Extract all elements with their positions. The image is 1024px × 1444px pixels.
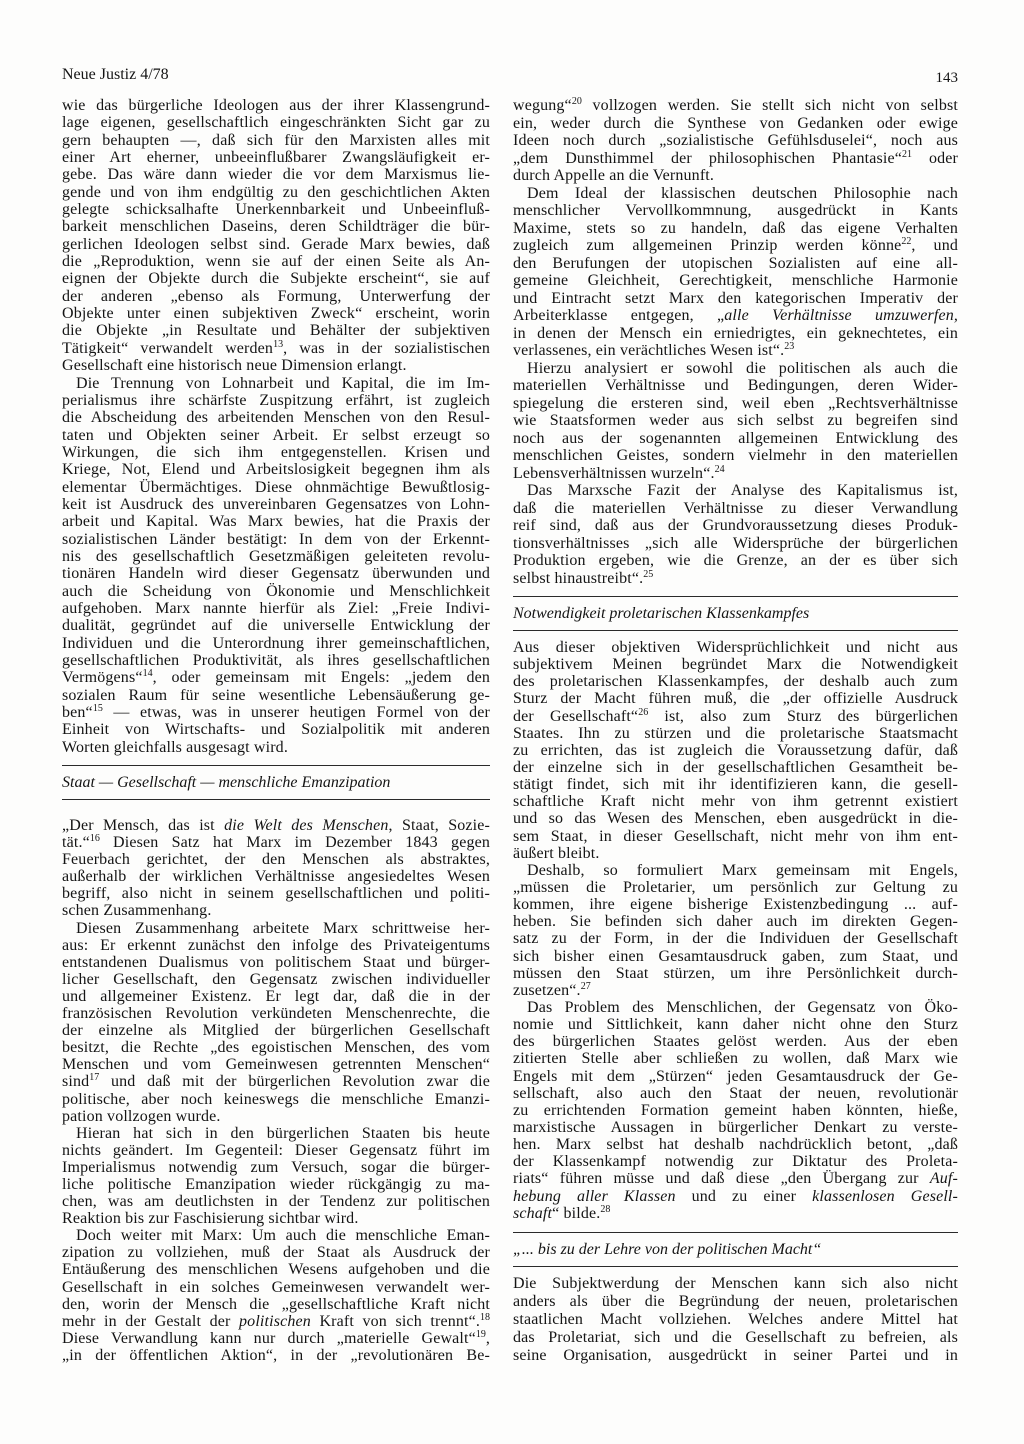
text-line: auch die Scheidung von Ökonomie und Menschlichkeit	[62, 582, 490, 600]
text-line	[513, 570, 958, 588]
text-line: subjektivem Meinen begründet Marx die Notwendigkeit	[513, 656, 958, 674]
text-line: Staates. Ihn zu stürzen und die proletarische Staatsmacht	[513, 724, 958, 742]
text-line: dualität, gegründet auf die universelle Entwicklung der	[62, 617, 490, 635]
text-block	[513, 639, 958, 1222]
text-segment: zugleich zum allgemeinen Prinzip werden könne	[513, 237, 902, 254]
text-line: Worten gleichfalls ausgesagt wird.	[62, 738, 288, 756]
text-line: anders als über die Begründung der neuen, proletarischen	[513, 1292, 958, 1310]
text-line: das Proletariat, sich und die Gesellschaft zu befreien, als	[513, 1328, 958, 1346]
text-line: den Berufungen der utopischen Sozialisten auf eine all-	[513, 254, 958, 272]
text-line: die Abscheidung des arbeitenden Menschen von den Resul-	[62, 409, 490, 427]
text-line	[62, 1330, 490, 1347]
text-line: „müssen die Proletarier, um persönlich zur Geltung zu	[513, 878, 958, 896]
text-line: Gesellschaft in ein solches Gemeinwesen verwandelt wer-	[62, 1278, 490, 1296]
text-line: barkeit menschlichen Daseins, deren Schildträger die bür-	[62, 218, 490, 236]
text-line: den, worin der Mensch die „gesellschaftliche Kraft nicht	[62, 1295, 490, 1313]
text-line: Das Problem des Menschlichen, der Gegensatz von Öko-	[527, 998, 958, 1016]
text-line	[62, 1313, 490, 1330]
text-line: taten und Objekten seiner Arbeit. Er selbst erzeugt so	[62, 426, 490, 444]
text-line: äußert bleibt.	[513, 844, 600, 862]
section-heading-text: „... bis zu der Lehre von der politischen Macht“	[513, 1241, 822, 1258]
text-line: und so das Wesen des Menschen, eben ausgedrückt in die-	[513, 810, 958, 828]
text-line: gesellschaftlichen Produktivität, als ihres gesellschaftlichen	[62, 652, 490, 669]
text-segment: selbst hinaustreibt“.	[513, 569, 644, 587]
text-line: keit ist Ausdruck des unvereinbaren Gegensatzes von Lohn-	[62, 495, 490, 513]
text-line: kommen, ihre eigene bisherige Existenzbedingung ... auf-	[513, 896, 958, 914]
text-line	[62, 340, 490, 357]
text-segment: sind	[62, 1073, 90, 1091]
text-line: Engels mit dem „Stürzen“ jeden Gesamtausdruck der Ge-	[513, 1067, 958, 1085]
text-line: heben. Sie befinden sich daher auch im direkten Gegen-	[513, 913, 958, 931]
text-line: Maxime, stets so zu handeln, daß das eigene Verhalten	[513, 219, 958, 237]
text-line: zitierten Stelle aber schließen zu wollen, daß Marx wie	[513, 1050, 958, 1068]
footnote-ref: 17	[89, 1073, 100, 1084]
section-heading	[513, 596, 958, 631]
text-line: gern behaupten —, daß sich für den Marxisten alles mit	[62, 131, 490, 149]
text-segment: und daß mit der bürgerlichen Revolution zwar die	[99, 1073, 490, 1091]
journal-title: Neue Justiz 4/78	[62, 66, 169, 83]
text-line: lage eigenen, gesellschaftlich eingeschränkten Sicht gar zu	[62, 114, 490, 132]
text-line	[513, 237, 958, 255]
text-segment: “ bilde.	[552, 1204, 601, 1222]
text-line: der einzelne sich in der gesellschaftlichen Gesamtheit be-	[513, 758, 958, 776]
text-segment: ,	[485, 1329, 490, 1347]
text-line: gerlichen Ideologen selbst sind. Gerade Marx bewies, daß	[62, 235, 490, 253]
text-line: Diesen Zusammenhang arbeitete Marx schrittweise her-	[76, 919, 490, 937]
text-line	[62, 834, 490, 851]
text-line: und allgemeiner Existenz. Er legt dar, daß die in der	[62, 987, 490, 1005]
footnote-ref: 23	[784, 342, 795, 352]
text-line: pation vollzogen wurde.	[62, 1107, 221, 1125]
text-line: stätigt findet, sich mit ihr identifizieren kann, die gesell-	[513, 776, 958, 794]
text-segment: Diesen Satz hat Marx im Dezember 1843 gegen	[99, 834, 490, 852]
text-line: Hierzu analysiert er sowohl die politischen als auch die	[527, 359, 958, 377]
text-line: Produktion ergeben, wie die Grenze, an der es über sich	[513, 552, 958, 569]
text-segment: zusetzen“.	[513, 981, 581, 999]
text-line: des bürgerlichen Staates gelöst werden. Aus der eben	[513, 1033, 958, 1051]
section-heading-text: Staat — Gesellschaft — menschliche Emanzipation	[62, 774, 391, 791]
text-segment: — etwas, was in unserer heutigen Formel von der	[102, 704, 490, 722]
text-line: „in der öffentlichen Aktion“, in der „revolutionären Be-	[62, 1346, 490, 1364]
footnote-ref: 14	[142, 669, 153, 680]
emphasized-text: klassenlosen Gesell-	[812, 1187, 958, 1205]
text-line: satz zu der Form, in der die Individuen der Gesellschaft	[513, 930, 958, 948]
footnote-ref: 26	[638, 707, 649, 718]
paragraph	[513, 999, 958, 1222]
text-segment: Tätigkeit“ verwandelt werden	[62, 339, 274, 357]
text-line: Imperialismus notwendig zum Versuch, sogar die bürger-	[62, 1158, 490, 1176]
text-line: Doch weiter mit Marx: Um auch die menschliche Eman-	[76, 1227, 490, 1245]
text-line: französischen Revolution verkündeten Menschenrechte, die	[62, 1005, 490, 1023]
text-line: zu errichtenden Formation gemeint haben könnten, hieße,	[513, 1101, 958, 1119]
text-line: sem Staat, in dieser Gesellschaft, nicht mehr von ihm ent-	[513, 827, 958, 845]
left-column	[62, 0, 490, 1444]
text-segment: verlassenes, ein verächtliches Wesen ist“.	[513, 342, 785, 359]
text-block	[62, 817, 490, 1364]
text-line	[62, 1073, 490, 1090]
text-line: der Klassenkampf notwendig zur Diktatur des Proleta-	[513, 1153, 958, 1171]
text-segment: ist, also zum Sturz des bürgerlichen	[648, 707, 958, 725]
text-block	[513, 97, 958, 587]
paragraph	[513, 360, 958, 483]
text-line: nis des gesellschaftlich Gesetzmäßigen geleiteten revolu-	[62, 547, 490, 565]
text-line: der einzelne als Mitglied der bürgerlichen Gesellschaft	[62, 1022, 490, 1040]
text-line: die „Reproduktion, wenn sie auf der einen Seite als An-	[62, 253, 490, 271]
paragraph	[62, 920, 490, 1125]
text-line: hen. Marx selbst hat deshalb nachdrücklich betont, „daß	[513, 1136, 958, 1154]
text-line: Hieran hat sich in den bürgerlichen Staaten bis heute	[76, 1124, 490, 1142]
text-line: elementar Übermächtiges. Diese ohnmächtige Bewußtlosig-	[62, 478, 490, 496]
text-segment: tät.“	[62, 834, 90, 852]
text-line: aus: Er erkennt zunächst den infolge des Privateigentums	[62, 936, 490, 954]
text-line: daß die materiellen Verhältnisse zu dieser Verwandlung	[513, 499, 958, 517]
footnote-ref: 18	[480, 1312, 490, 1323]
text-line: marxistische Aussagen in bürgerlicher Denkart zu verste-	[513, 1118, 958, 1136]
text-line: zipation zu vollziehen, muß der Staat als Ausdruck der	[62, 1244, 490, 1262]
text-line: besitzt, die Rechte „des egoistischen Menschen, des vom	[62, 1039, 490, 1057]
text-line: wie Staatsformen weder aus sich selbst zu begreifen sind	[513, 412, 958, 429]
text-line	[62, 817, 490, 834]
text-segment: Diese Verwandlung kann nur durch „materielle Gewalt“	[62, 1329, 476, 1347]
text-segment: , was in der sozialistischen	[283, 339, 490, 357]
text-line: Reaktion bis zur Faschisierung sichtbar wird.	[62, 1210, 359, 1228]
text-segment: Lebensverhältnissen wurzeln“.	[513, 464, 715, 482]
text-line: reif sind, daß aus der Grundvoraussetzung dieses Produk-	[513, 517, 958, 534]
text-line	[62, 669, 490, 686]
text-line: menschlichen Geistes, sondern vielmehr in den materiellen	[513, 447, 958, 464]
text-line: gelegte schicksalhafte Unerkennbarkeit und Unbeeinfluß-	[62, 201, 490, 219]
paragraph	[513, 185, 958, 360]
paragraph	[513, 97, 958, 185]
text-line: tionsverhältnisses „sich alle Widersprüche der bürgerlichen	[513, 534, 958, 552]
text-line: liche politische Emanzipation wieder rückgängig zu ma-	[62, 1175, 490, 1193]
text-line	[513, 1188, 958, 1205]
text-line: des proletarischen Klassenkampfes, der deshalb auch zum	[513, 673, 958, 691]
text-segment: riats“ führen müsse und daß diese „den Übergang zur	[513, 1170, 930, 1188]
text-line: gende und von ihm endgültig zu den geschichtlichen Akten	[62, 183, 490, 201]
text-line	[513, 1170, 958, 1187]
text-line: perialismus ihre schärfste Zuspitzung erfährt, ist zugleich	[62, 391, 490, 409]
text-line: eignen der Objekte durch die Subjekte erscheint“, sie auf	[62, 270, 490, 288]
text-line: schen Zusammenhang.	[62, 902, 212, 920]
text-line: Feuerbach gerichtet, der den Menschen als abstraktes,	[62, 851, 490, 869]
paragraph	[513, 482, 958, 587]
text-line: Ideen noch durch „sozialistische Gefühlsduselei“, noch aus	[513, 132, 958, 149]
text-line: ein, weder durch die Synthese von Gedanken oder ewige	[513, 114, 958, 132]
footnote-ref: 28	[600, 1204, 611, 1215]
text-line: Einheit von Wirtschafts- und Sozialpolitik mit anderen	[62, 721, 490, 739]
text-line: wie das bürgerliche Ideologen aus der ihrer Klassengrund-	[62, 97, 490, 114]
text-segment: ben“	[62, 704, 93, 722]
text-line: politische, aber noch keineswegs die menschliche Emanzi-	[62, 1090, 490, 1108]
text-line: materiellen Verhältnisse und Bedingungen, deren Wider-	[513, 377, 958, 394]
text-line	[62, 704, 490, 721]
emphasized-text: hebung aller Klassen	[513, 1187, 676, 1205]
text-line: schaftliche Kraft nicht mehr von ihm getrennt existiert	[513, 793, 958, 811]
text-segment: mehr in der Gestalt der	[62, 1312, 240, 1330]
emphasized-text: schaft	[513, 1204, 553, 1222]
paragraph	[62, 97, 490, 375]
text-segment: Vermögens“	[62, 669, 143, 687]
paragraph	[513, 639, 958, 862]
text-line	[513, 1205, 958, 1222]
text-segment: und zu einer	[675, 1187, 813, 1205]
text-line: noch aus der sogenannten allgemeinen Entwicklung des	[513, 429, 958, 447]
text-line: einer Art eherner, unbeeinflußbarer Zwangsläufigkeit er-	[62, 149, 490, 167]
text-segment: „Der Mensch, das ist	[62, 817, 225, 834]
text-line: sozialistischen Länder bestätigt: In dem von der Erkennt-	[62, 530, 490, 548]
text-line: Menschen und vom Gemeinwesen getrennten Menschen“	[62, 1056, 490, 1074]
text-line: licher Gesellschaft, den Gegensatz zwischen individueller	[62, 970, 490, 988]
text-line: in denen der Mensch ein erniedrigtes, ein geknechtetes, ein	[513, 324, 958, 342]
text-line: sich bisher einen Gesamtausdruck gaben, zum Staat, und	[513, 947, 958, 965]
text-line: aufgehoben. Marx nannte hierfür als Ziel: „Freie Indivi-	[62, 599, 490, 617]
emphasized-text: politischen	[239, 1312, 311, 1330]
text-line: seine Organisation, ausgedrückt in seiner Partei und in	[513, 1346, 958, 1364]
text-line: der anderen „ebenso als Formung, Unterwerfung der	[62, 287, 490, 305]
text-line: tionären Handeln wird dieser Gegensatz überwunden und	[62, 565, 490, 583]
text-line	[513, 97, 958, 115]
text-line: staatlichen Macht vollziehen. Welches andere Mittel hat	[513, 1310, 958, 1328]
paragraph	[513, 1275, 958, 1364]
text-line: Deshalb, so formuliert Marx gemeinsam mit Engels,	[527, 861, 958, 879]
paragraph	[62, 1125, 490, 1228]
text-line	[513, 307, 958, 325]
text-line: sellschaft, also auch den Staat der neuen, revolutionär	[513, 1084, 958, 1102]
paragraph	[62, 817, 490, 920]
text-line: und Eintracht setzt Marx den kategorischen Imperativ der	[513, 289, 958, 307]
text-line: außerhalb der wirklichen Verhältnisse angesiedeltes Wesen	[62, 868, 490, 886]
text-line: menschlicher Vervollkommnung, ausgedrückt in Kants	[513, 202, 958, 219]
text-line: nomie und Sittlichkeit, kann daher nicht ohne den Sturz	[513, 1016, 958, 1034]
text-line: Die Trennung von Lohnarbeit und Kapital, die im Im-	[76, 374, 490, 392]
footnote-ref: 13	[273, 339, 284, 350]
text-line: sozialen Raum für seine wesentliche Lebensäußerung ge-	[62, 686, 490, 704]
right-column	[513, 0, 958, 1444]
text-line: chen, was am deutlichsten in der Tendenz zur politischen	[62, 1193, 490, 1211]
text-line: arbeit und Kapital. Was Marx bewies, hat die Praxis der	[62, 513, 490, 531]
text-line: nichts geändert. Im Gegenteil: Dieser Gegensatz führt im	[62, 1141, 490, 1159]
text-segment: Kraft von sich trennt“.	[310, 1312, 480, 1330]
text-line: Gesellschaft eine historisch neue Dimension erlangt.	[62, 357, 407, 375]
paragraph	[62, 375, 490, 757]
emphasized-text: Auf-	[929, 1170, 958, 1188]
footnote-ref: 24	[714, 464, 725, 475]
text-line: gebe. Das wäre dann wieder die vor dem Marxismus lie-	[62, 166, 490, 184]
text-segment: der Gesellschaft“	[513, 707, 639, 725]
text-line: Wirkungen, die sich ihm entgegenstellen. Krisen und	[62, 443, 490, 461]
text-line: Die Subjektwerdung der Menschen kann sich also nicht	[513, 1275, 958, 1292]
text-line: spiegelung die ersteren sind, weil eben „Rechtsverhältnisse	[513, 394, 958, 412]
text-line: entstandenen Dualismus von politischem Staat und bürger-	[62, 953, 490, 971]
footnote-ref: 15	[92, 704, 103, 715]
text-line: zu errichten, das ist zugleich die Voraussetzung dafür, daß	[513, 741, 958, 759]
text-line: Objekte unter einen subjektiven Zweck“ erscheint, worin	[62, 305, 490, 323]
text-line	[513, 150, 958, 168]
paragraph	[513, 862, 958, 999]
section-heading	[62, 765, 490, 800]
paragraph	[62, 1227, 490, 1364]
text-segment: wegung“	[513, 97, 572, 114]
text-line: Entäußerung des menschlichen Wesens aufgehoben und die	[62, 1261, 490, 1279]
text-segment: vollzogen werden. Sie stellt sich nicht von selbst	[581, 97, 958, 114]
emphasized-text: alle Verhältnisse umzuwerfen,	[724, 307, 958, 324]
text-line	[513, 982, 958, 999]
footnote-ref: 27	[580, 981, 591, 992]
text-line: gemeine Gleichheit, Gerechtigkeit, menschliche Harmonie	[513, 272, 958, 289]
text-line: die Objekte „in Resultate und Behälter der subjektiven	[62, 322, 490, 340]
text-block	[513, 1275, 958, 1364]
text-line: müssen den Staat stürzen, um ihre Persönlichkeit durch-	[513, 964, 958, 982]
text-block	[62, 97, 490, 756]
footnote-ref: 16	[89, 834, 100, 845]
page-number: 143	[935, 70, 958, 86]
text-line: Kriege, Not, Elend und Arbeitslosigkeit begegnen ihm als	[62, 461, 490, 479]
text-line: begriff, also nicht in seinem gesellschaftlichen und politi-	[62, 885, 490, 903]
text-segment: , oder gemeinsam mit Engels: „jedem den	[152, 669, 490, 687]
footnote-ref: 20	[571, 97, 582, 107]
text-segment: Arbeiterklasse entgegen, „	[513, 307, 725, 324]
text-line: Aus dieser objektiven Widersprüchlichkeit und nicht aus	[513, 639, 958, 656]
footnote-ref: 22	[901, 237, 912, 247]
text-line: Das Marxsche Fazit der Analyse des Kapitalismus ist,	[527, 482, 958, 499]
footnote-ref: 25	[643, 569, 654, 580]
text-line	[513, 342, 958, 360]
text-line: Dem Ideal der klassischen deutschen Philosophie nach	[527, 184, 958, 202]
text-line: Individuen und die Unterordnung ihrer gemeinschaftlichen,	[62, 634, 490, 652]
footnote-ref: 19	[475, 1329, 486, 1340]
text-line: durch Appelle an die Vernunft.	[513, 167, 715, 184]
text-segment: „dem Dunsthimmel der philosophischen Phantasie“	[513, 149, 902, 167]
text-line	[513, 708, 958, 725]
text-segment: , und	[911, 237, 958, 254]
text-segment: , Staat, Sozie-	[388, 817, 490, 834]
section-heading	[513, 1232, 958, 1267]
text-line: Sturz der Macht führen muß, die „der offizielle Ausdruck	[513, 690, 958, 708]
text-line	[513, 465, 958, 483]
section-heading-text: Notwendigkeit proletarischen Klassenkampfes	[513, 605, 810, 622]
text-segment: oder	[911, 149, 958, 167]
emphasized-text: die Welt des Menschen	[224, 817, 389, 834]
footnote-ref: 21	[901, 149, 912, 160]
